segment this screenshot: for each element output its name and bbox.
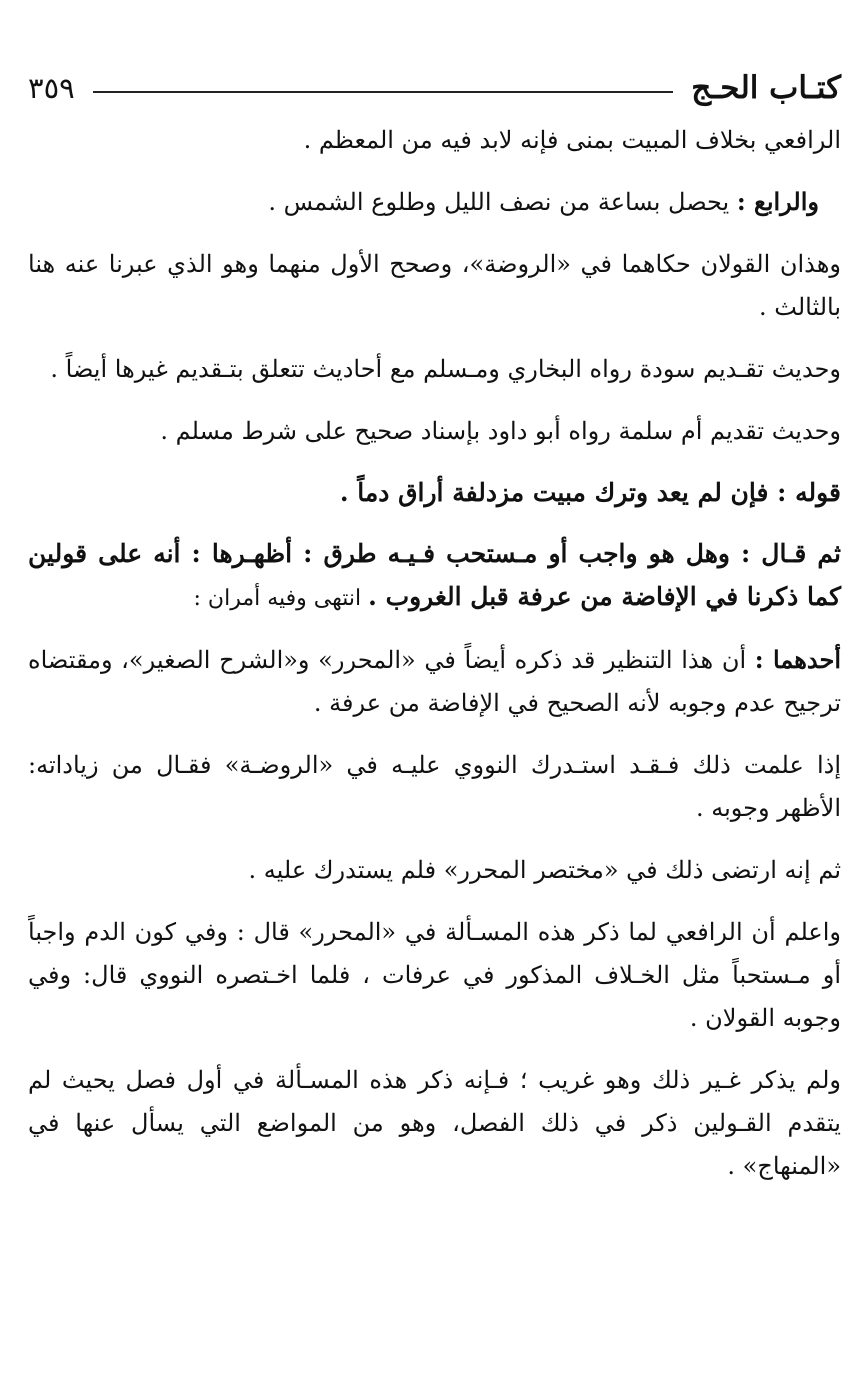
- document-page: [28, 62, 841, 1206]
- paragraph-12: [28, 1058, 841, 1188]
- paragraph-6: [28, 471, 841, 514]
- paragraph-lead: والرابع :: [736, 187, 819, 216]
- paragraph-4: [28, 347, 841, 391]
- paragraph-text: انتهى وفيه أمران :: [193, 586, 369, 611]
- paragraph-text: يحصل بساعة من نصف الليل وطلوع الشمس .: [268, 188, 737, 216]
- paragraph-10: [28, 848, 841, 892]
- paragraph-lead: قوله : فإن لم يعد وترك مبيت مزدلفة أراق دماً .: [339, 478, 841, 507]
- paragraph-9: [28, 743, 841, 830]
- paragraph-text: وحديث تقـديم سودة رواه البخاري ومـسلم مع أحاديث تتعلق بتـقديم غيرها أيضاً .: [50, 355, 841, 383]
- paragraph-text: الرافعي بخلاف المبيت بمنى فإنه لابد فيه من المعظم .: [303, 126, 841, 154]
- page-header: [28, 62, 841, 114]
- paragraph-8: [28, 638, 841, 725]
- paragraph-text: وهذان القولان حكاهما في «الروضة»، وصحح الأول منهما وهو الذي عبرنا عنه هنا بالثالث .: [28, 250, 841, 321]
- paragraph-text: إذا علمت ذلك فـقـد استـدرك النووي عليـه في «الروضـة» فقـال من زياداته: الأظهر وجوبه .: [28, 751, 842, 822]
- paragraph-text: ثم إنه ارتضى ذلك في «مختصر المحرر» فلم يستدرك عليه .: [248, 856, 841, 884]
- paragraph-5: [28, 409, 841, 453]
- paragraph-text: ولم يذكر غـير ذلك وهو غريب ؛ فـإنه ذكر هذه المسـألة في أول فصل يحيث لم يتقدم القـولين ذكر في ذلك الفصل، وهو من المواضع التي يسأل عنها في «المنهاج» .: [28, 1066, 842, 1180]
- paragraph-3: [28, 242, 841, 329]
- page-number: ٣٥٩: [28, 71, 75, 105]
- paragraph-1: [28, 118, 841, 162]
- header-divider: [93, 91, 673, 93]
- paragraph-text: وحديث تقديم أم سلمة رواه أبو داود بإسناد صحيح على شرط مسلم .: [160, 417, 841, 445]
- paragraph-text: أن هذا التنظير قد ذكره أيضاً في «المحرر» و«الشرح الصغير»، ومقتضاه ترجيح عدم وجوبه لأنه الصحيح في الإفاضة من عرفة .: [28, 646, 841, 717]
- chapter-title: كتـاب الحـج: [691, 70, 841, 106]
- paragraph-7: [28, 532, 841, 620]
- paragraph-lead: أحدهما :: [754, 645, 841, 674]
- paragraph-text: واعلم أن الرافعي لما ذكر هذه المسـألة في «المحرر» قال : وفي كون الدم واجباً أو مـستحباً مثل الخـلاف المذكور في عرفات ، فلما اخـتصره النووي قال: وفي وجوبه القولان .: [28, 918, 841, 1032]
- paragraph-lead: ثم قـال : وهل هو واجب أو مـستحب فـيـه طرق : أظهـرها : أنه على قولين كما ذكرنا في الإفاضة من عرفة قبل الغروب .: [28, 539, 841, 611]
- paragraph-11: [28, 910, 841, 1040]
- paragraph-2: [28, 180, 841, 224]
